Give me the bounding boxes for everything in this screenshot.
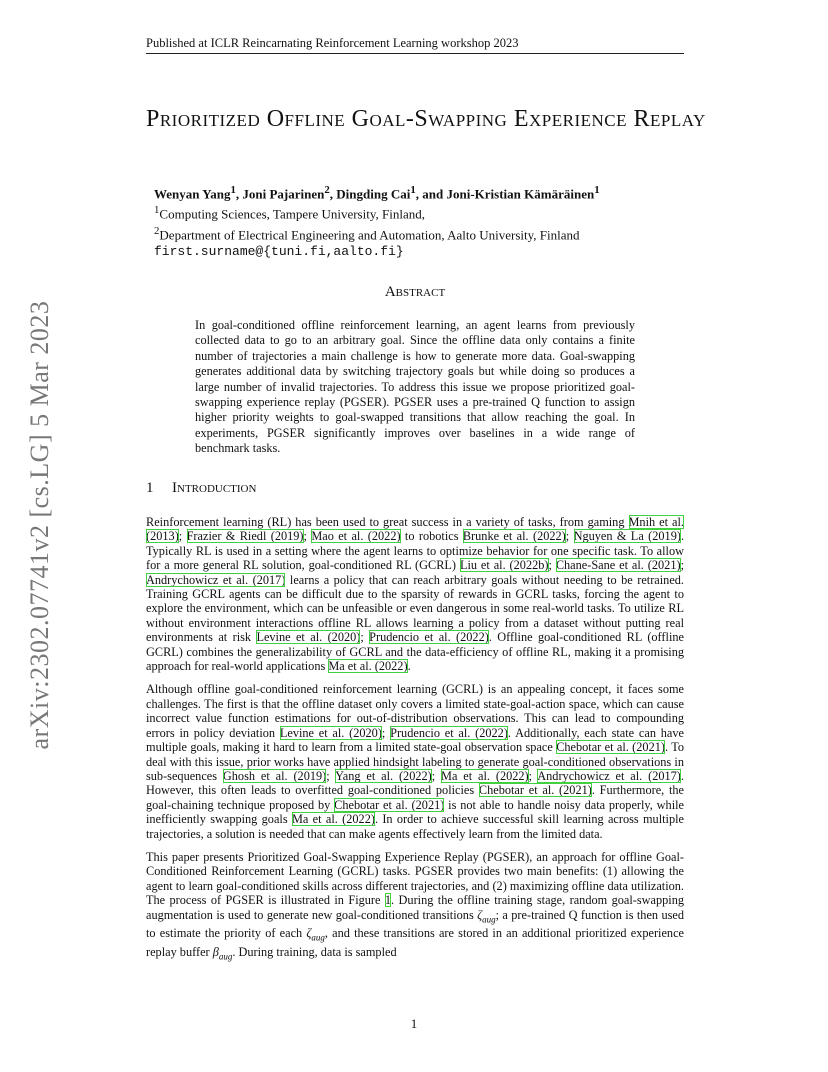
paper-title: Prioritized Offline Goal-Swapping Experience Replay xyxy=(146,106,706,132)
arxiv-identifier-text: arXiv:2302.07741v2 [cs.LG] 5 Mar 2023 xyxy=(25,300,54,750)
author-1: Wenyan Yang xyxy=(154,186,231,202)
paragraph-1: Reinforcement learning (RL) has been used to great success in a variety of tasks, from gaming Mnih et al. (2013); Frazier & Riedl (2019); Mao et al. (2022) to robotics Brunke et al. (2022); Nguyen & La (2019). Typically RL is used in a setting where the agent learns to optimize behavior for one specific task. To allow for a more general RL solution, goal-conditioned RL (GCRL) Liu et al. (2022b); Chane-Sane et al. (2021); Andrychowicz et al. (2017) learns a policy that can reach arbitrary goals without needing to be retrained. Training GCRL agents can be difficult due to the sparsity of rewards in GCRL tasks, forcing the agent to explore the environment, which can be unfeasible or even dangerous in some real-world tasks. To utilize RL without environment interactions offline RL allows learning a policy from a dataset without putting real environments at risk Levine et al. (2020); Prudencio et al. (2022). Offline goal-conditioned RL (offline GCRL) combines the generalizability of GCRL and the data-efficiency of offline RL, making it a promising approach for real-world applications Ma et al. (2022). xyxy=(146,515,685,674)
citation-link[interactable]: Chebotar et al. (2021) xyxy=(478,783,592,798)
citation-link[interactable]: Mnih et al. (2013) xyxy=(146,515,684,544)
citation-link[interactable]: Brunke et al. (2022) xyxy=(462,529,566,544)
author-and: and xyxy=(422,186,444,202)
body-text xyxy=(146,515,684,973)
citation-link[interactable]: Andrychowicz et al. (2017) xyxy=(146,572,286,587)
math-zeta-aug: $\zeta_{aug}$ xyxy=(477,907,496,925)
section-heading-introduction xyxy=(146,480,684,497)
paragraph-3: This paper presents Prioritized Goal-Swapping Experience Replay (PGSER), an approach for offline Goal-Conditioned Reinforcement Learning (GCRL) tasks. PGSER provides two main benefits: (1) allowing the agent to learn goal-conditioned skills across different trajectories, and (2) maximizing offline data utilization. The process of PGSER is illustrated in Figure 1. During the offline training stage, random goal-swapping augmentation is used to generate new goal-conditioned transitions $\zeta_{aug}$; a pre-trained Q function is then used to estimate the priority of each $\zeta_{aug}$, and these transitions are stored in an additional prioritized experience replay buffer $\beta_{aug}$. During training, data is sampled xyxy=(146,849,684,962)
citation-link[interactable]: Levine et al. (2020) xyxy=(256,630,361,645)
paragraph-2: Although offline goal-conditioned reinforcement learning (GCRL) is an appealing concept, it faces some challenges. The first is that the offline dataset only covers a limited state-goal-action space, which can cause incorrect value function estimations for out-of-distribution observations. This can lead to compounding errors in policy deviation Levine et al. (2020); Prudencio et al. (2022). Additionally, each state can have multiple goals, making it hard to learn from a limited state-goal observation space Chebotar et al. (2021). To deal with this issue, prior works have applied hindsight labeling to generate goal-conditioned observations in sub-sequences Ghosh et al. (2019); Yang et al. (2022); Ma et al. (2022); Andrychowicz et al. (2017). However, this often leads to overfitted goal-conditioned policies Chebotar et al. (2021). Furthermore, the goal-chaining technique proposed by Chebotar et al. (2021) is not able to handle noisy data properly, while inefficiently swapping goals Ma et al. (2022). In order to achieve successful skill learning across multiple trajectories, a solution is needed that can make agents effectively learn from the limited data. xyxy=(146,682,685,841)
citation-link[interactable]: Prudencio et al. (2022) xyxy=(369,630,489,645)
author-4-affiliation: 1 xyxy=(594,184,600,196)
citation-link[interactable]: Prudencio et al. (2022) xyxy=(390,725,508,740)
citation-link[interactable]: Ghosh et al. (2019) xyxy=(222,768,327,783)
running-header: Published at ICLR Reincarnating Reinforcement Learning workshop 2023 xyxy=(146,34,684,54)
citation-link[interactable]: Ma et al. (2022) xyxy=(441,768,529,783)
page-number: 1 xyxy=(410,1016,418,1031)
affiliation-2: $^2$Department of Electrical Engineering and Automation, Aalto University, Finland xyxy=(154,224,580,242)
author-1-affiliation: 1 xyxy=(230,184,236,196)
citation-link[interactable]: Chebotar et al. (2021) xyxy=(334,797,445,812)
author-2: Joni Pajarinen xyxy=(242,186,325,202)
citation-link[interactable]: Liu et al. (2022b) xyxy=(459,558,549,573)
affiliation-1: $^1$Computing Sciences, Tampere University, Finland, xyxy=(154,204,425,222)
abstract-heading: Abstract xyxy=(384,284,446,300)
math-beta-aug: $\beta_{aug}$ xyxy=(212,945,233,962)
author-4: Joni-Kristian Kämäräinen xyxy=(446,186,595,202)
citation-link[interactable]: Frazier & Riedl (2019) xyxy=(186,529,304,544)
citation-link[interactable]: Ma et al. (2022) xyxy=(291,812,375,827)
author-2-affiliation: 2 xyxy=(324,184,330,196)
author-block xyxy=(154,182,674,260)
author-3: Dingding Cai xyxy=(336,186,411,202)
figure-reference-link[interactable]: 1 xyxy=(384,893,392,908)
arxiv-identifier xyxy=(20,290,60,760)
citation-link[interactable]: Ma et al. (2022) xyxy=(328,659,408,674)
section-title: Introduction xyxy=(172,480,257,496)
citation-link[interactable]: Chebotar et al. (2021) xyxy=(556,740,665,755)
citation-link[interactable]: Levine et al. (2020) xyxy=(279,725,382,740)
citation-link[interactable]: Andrychowicz et al. (2017) xyxy=(537,768,681,783)
author-names: Wenyan Yang$^1$, Joni Pajarinen$^2$, Dingding Cai$^1$, and Joni-Kristian Kämäräinen$^1$ xyxy=(154,184,600,202)
citation-link[interactable]: Yang et al. (2022) xyxy=(335,768,432,783)
citation-link[interactable]: Chane-Sane et al. (2021) xyxy=(555,558,681,573)
author-email: first.surname@{tuni.fi,aalto.fi} xyxy=(154,243,404,259)
citation-link[interactable]: Nguyen & La (2019) xyxy=(573,529,681,544)
citation-link[interactable]: Mao et al. (2022) xyxy=(311,529,401,544)
math-zeta-aug: $\zeta_{aug}$ xyxy=(306,926,325,943)
section-number: 1 xyxy=(146,480,154,496)
abstract-text: In goal-conditioned offline reinforcement learning, an agent learns from previously collected data to go to an arbitrary goal. Since the offline data only contains a finite number of trajectories a main challenge is how to generate more data. Goal-swapping generates additional data by switching trajectory goals but while doing so produces a large number of invalid trajectories. To address this issue we propose prioritized goal-swapping experience replay (PGSER). PGSER uses a pre-trained Q function to assign higher priority weights to goal-swapped transitions that allow reaching the goal. In experiments, PGSER significantly improves over baselines in a wide range of benchmark tasks. xyxy=(195,318,635,456)
author-3-affiliation: 1 xyxy=(410,184,416,196)
